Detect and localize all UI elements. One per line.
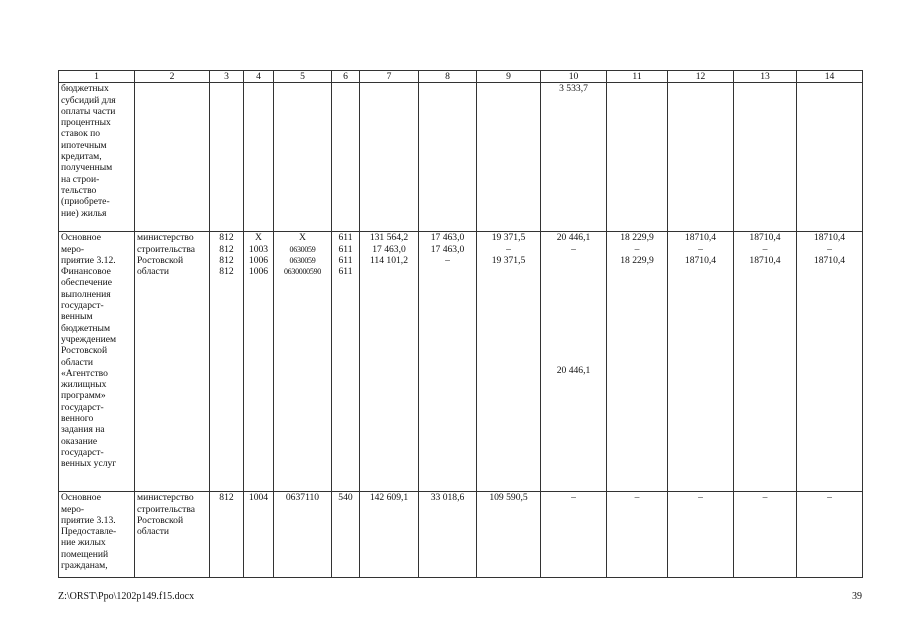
table-cell: [274, 83, 332, 232]
header-cell: 8: [419, 71, 477, 83]
row2-col5: Х 0630059 0630059 0630000590: [274, 232, 332, 492]
row2-col13: 18710,4 – 18710,4: [734, 232, 797, 492]
table-cell: [797, 83, 863, 232]
row2-col3: 812 812 812 812: [210, 232, 244, 492]
table-row: [59, 83, 863, 232]
row2-col7: 131 564,2 17 463,0 114 101,2: [360, 232, 419, 492]
header-cell: 10: [541, 71, 607, 83]
row3-col4: 1004: [244, 492, 274, 578]
row2-col8: 17 463,0 17 463,0 –: [419, 232, 477, 492]
table-cell: [244, 83, 274, 232]
table-cell: [607, 83, 668, 232]
table-cell: [360, 83, 419, 232]
table-row: [59, 492, 863, 578]
budget-table: [58, 70, 863, 578]
row2-executor: министерство строительства Ростовской области: [135, 232, 210, 492]
table-cell: [210, 83, 244, 232]
row3-col9: 109 590,5: [477, 492, 541, 578]
row3-col14: –: [797, 492, 863, 578]
row2-col6: 611 611 611 611: [332, 232, 360, 492]
header-cell: 14: [797, 71, 863, 83]
row2-col4: Х 1003 1006 1006: [244, 232, 274, 492]
header-cell: 4: [244, 71, 274, 83]
page-number: 39: [852, 591, 862, 602]
header-cell: 5: [274, 71, 332, 83]
row3-col10: –: [541, 492, 607, 578]
row3-col8: 33 018,6: [419, 492, 477, 578]
row2-description: Основное меро- приятие 3.12. Финансовое обеспечение выполнения государст- венным бюджетным учреждением Ростовской области «Агентство жилищных программ» государст- венного задания на оказание государст- венных услуг: [59, 232, 135, 492]
row3-col13: –: [734, 492, 797, 578]
header-cell: 3: [210, 71, 244, 83]
header-cell: 13: [734, 71, 797, 83]
header-cell: 12: [668, 71, 734, 83]
table-cell: [419, 83, 477, 232]
table-row: [59, 232, 863, 492]
table-cell: [477, 83, 541, 232]
row2-col11: 18 229,9 – 18 229,9: [607, 232, 668, 492]
header-cell: 7: [360, 71, 419, 83]
header-cell: 11: [607, 71, 668, 83]
row1-col10-value: 3 533,7: [541, 83, 607, 232]
table-cell: [135, 83, 210, 232]
row3-col11: –: [607, 492, 668, 578]
row1-description: бюджетных субсидий для оплаты части процентных ставок по ипотечным кредитам, полученным на строи- тельство (приобрете- ние) жилья: [59, 83, 135, 232]
header-cell: 1: [59, 71, 135, 83]
row3-col3: 812: [210, 492, 244, 578]
table-cell: [734, 83, 797, 232]
row2-col10: 20 446,1 – 20 446,1: [541, 232, 607, 492]
row2-col9: 19 371,5 – 19 371,5: [477, 232, 541, 492]
row2-col12: 18710,4 – 18710,4: [668, 232, 734, 492]
header-cell: 2: [135, 71, 210, 83]
row3-col6: 540: [332, 492, 360, 578]
footer-file-path: Z:\ORST\Ppo\1202p149.f15.docx: [58, 591, 195, 602]
header-row: [59, 71, 863, 83]
row3-col7: 142 609,1: [360, 492, 419, 578]
table-cell: [668, 83, 734, 232]
header-cell: 9: [477, 71, 541, 83]
row3-description: Основное меро- приятие 3.13. Предоставле- ние жилых помещений гражданам,: [59, 492, 135, 578]
row3-executor: министерство строительства Ростовской области: [135, 492, 210, 578]
row3-col5: 0637110: [274, 492, 332, 578]
row2-col14: 18710,4 – 18710,4: [797, 232, 863, 492]
row3-col12: –: [668, 492, 734, 578]
header-cell: 6: [332, 71, 360, 83]
table-cell: [332, 83, 360, 232]
